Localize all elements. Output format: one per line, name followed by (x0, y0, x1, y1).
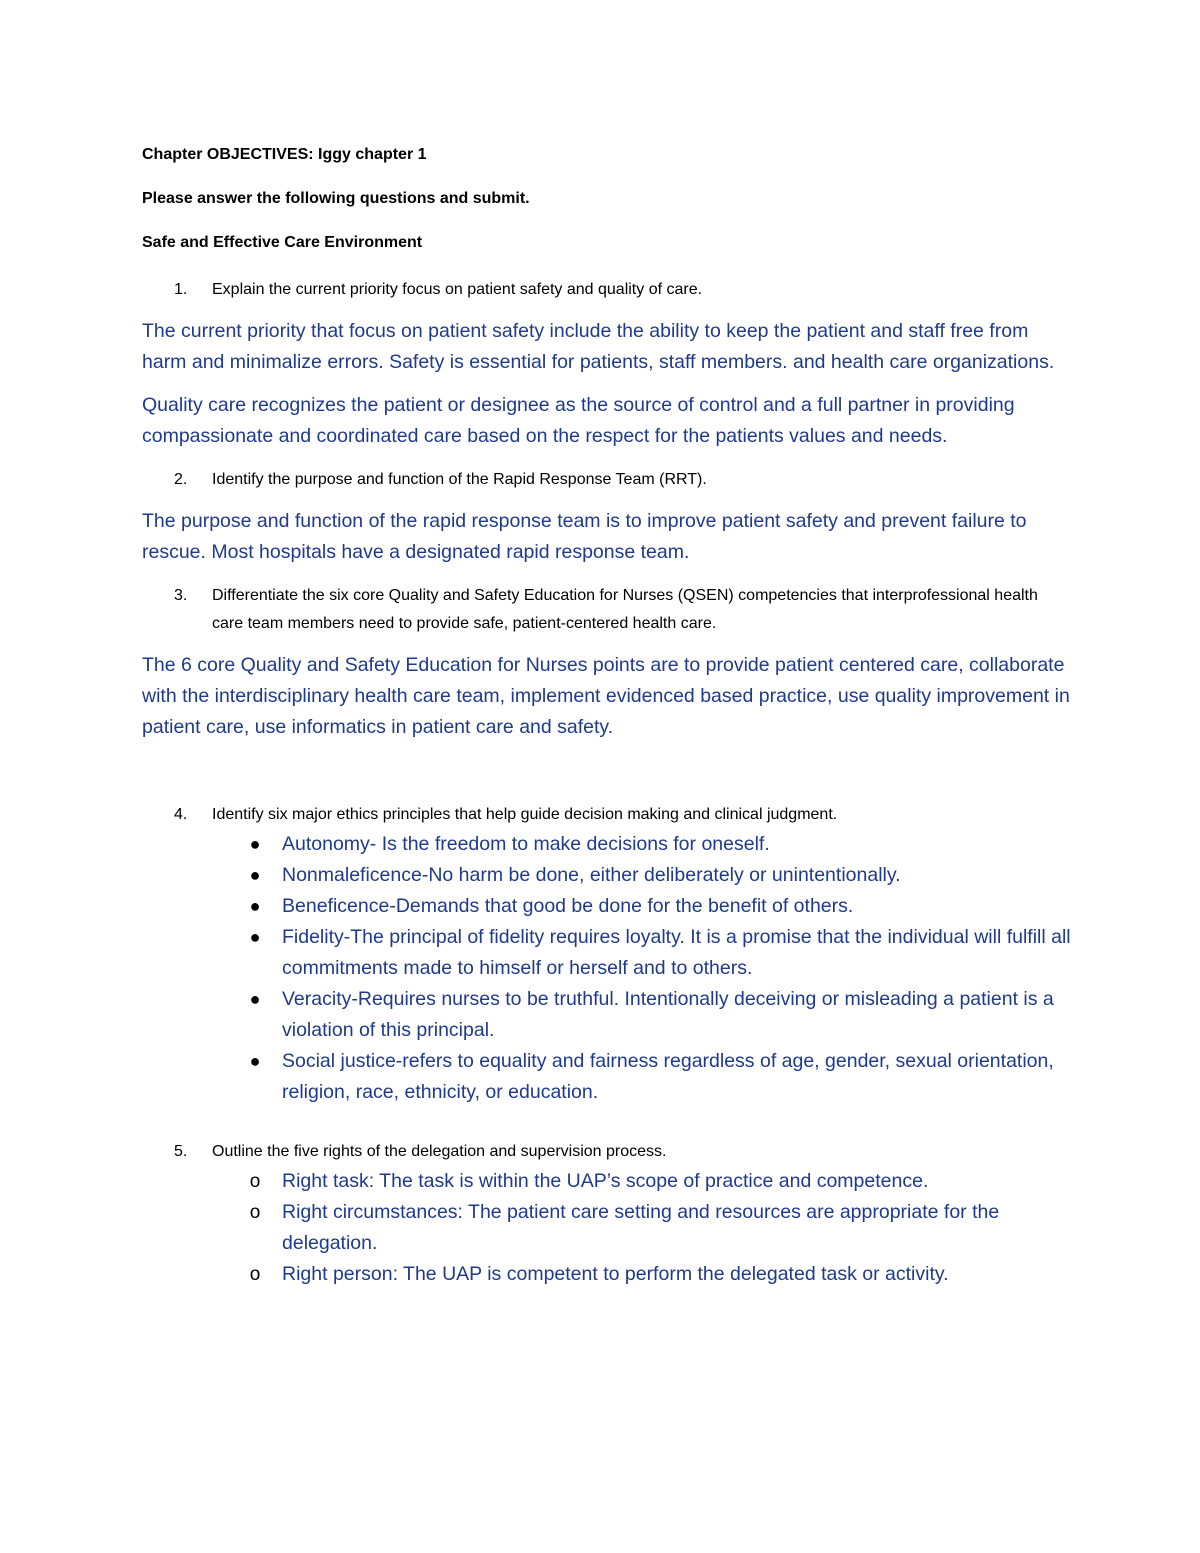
question-text: Differentiate the six core Quality and Safety Education for Nurses (QSEN) competencies that interprofessional health care team members need to provide safe, patient-centered health care. (212, 587, 1038, 632)
instruction-text: Please answer the following questions and submit. (142, 190, 530, 207)
circle-bullet-icon: o (249, 1202, 261, 1223)
list-item: ● Beneficence-Demands that good be done for the benefit of others. (282, 891, 1072, 922)
circle-bullet-icon: o (249, 1171, 261, 1192)
ethics-principles-list (142, 829, 1080, 1108)
question-text: Explain the current priority focus on patient safety and quality of care. (212, 281, 703, 298)
question-number: 1. (174, 281, 188, 298)
question-text: Identify six major ethics principles that help guide decision making and clinical judgment. (212, 806, 838, 823)
question-number: 3. (174, 587, 188, 604)
answer-paragraph: The purpose and function of the rapid response team is to improve patient safety and prevent failure to rescue. Most hospitals have a designated rapid response team. (142, 510, 1027, 563)
question-number: 2. (174, 471, 188, 488)
list-item: ● Autonomy- Is the freedom to make decisions for oneself. (282, 829, 1072, 860)
list-item: ● Veracity-Requires nurses to be truthful. Intentionally deceiving or misleading a patient is a violation of this principal. (282, 984, 1072, 1046)
bullet-icon: ● (249, 896, 261, 916)
bullet-icon: ● (249, 834, 261, 854)
question-1 (142, 276, 1080, 304)
list-item: o Right task: The task is within the UAP’s scope of practice and competence. (282, 1166, 1072, 1197)
answer-paragraph: The current priority that focus on patient safety include the ability to keep the patient and staff free from harm and minimalize errors. Safety is essential for patients, staff members. and health care organizations. (142, 320, 1055, 373)
question-text: Outline the five rights of the delegation and supervision process. (212, 1143, 667, 1160)
list-item: ● Fidelity-The principal of fidelity requires loyalty. It is a promise that the individual will fulfill all commitments made to himself or herself and to others. (282, 922, 1072, 984)
question-5 (142, 1138, 1080, 1166)
blank-line (142, 755, 1080, 801)
document-title: Chapter OBJECTIVES: Iggy chapter 1 (142, 146, 427, 163)
list-item: o Right circumstances: The patient care setting and resources are appropriate for the delegation. (282, 1197, 1072, 1259)
answer-paragraph: Quality care recognizes the patient or designee as the source of control and a full partner in providing compassionate and coordinated care based on the respect for the patients values and needs. (142, 394, 1015, 447)
question-4 (142, 801, 1080, 829)
question-number: 5. (174, 1143, 188, 1160)
section-heading: Safe and Effective Care Environment (142, 234, 423, 251)
bullet-icon: ● (249, 865, 261, 885)
circle-bullet-icon: o (249, 1264, 261, 1285)
delegation-rights-list (142, 1166, 1080, 1290)
list-item: o Right person: The UAP is competent to perform the delegated task or activity. (282, 1259, 1072, 1290)
bullet-icon: ● (249, 989, 261, 1009)
question-3 (142, 582, 1052, 638)
list-item: ● Nonmaleficence-No harm be done, either deliberately or unintentionally. (282, 860, 1072, 891)
bullet-icon: ● (249, 927, 261, 947)
question-2 (142, 466, 1080, 494)
bullet-icon: ● (249, 1051, 261, 1071)
list-item: ● Social justice-refers to equality and fairness regardless of age, gender, sexual orientation, religion, race, ethnicity, or education. (282, 1046, 1072, 1108)
question-number: 4. (174, 806, 188, 823)
question-text: Identify the purpose and function of the Rapid Response Team (RRT). (212, 471, 707, 488)
answer-paragraph: The 6 core Quality and Safety Education for Nurses points are to provide patient centered care, collaborate with the interdisciplinary health care team, implement evidenced based practice, use quality improvement in patient care, use informatics in patient care and safety. (142, 654, 1070, 738)
